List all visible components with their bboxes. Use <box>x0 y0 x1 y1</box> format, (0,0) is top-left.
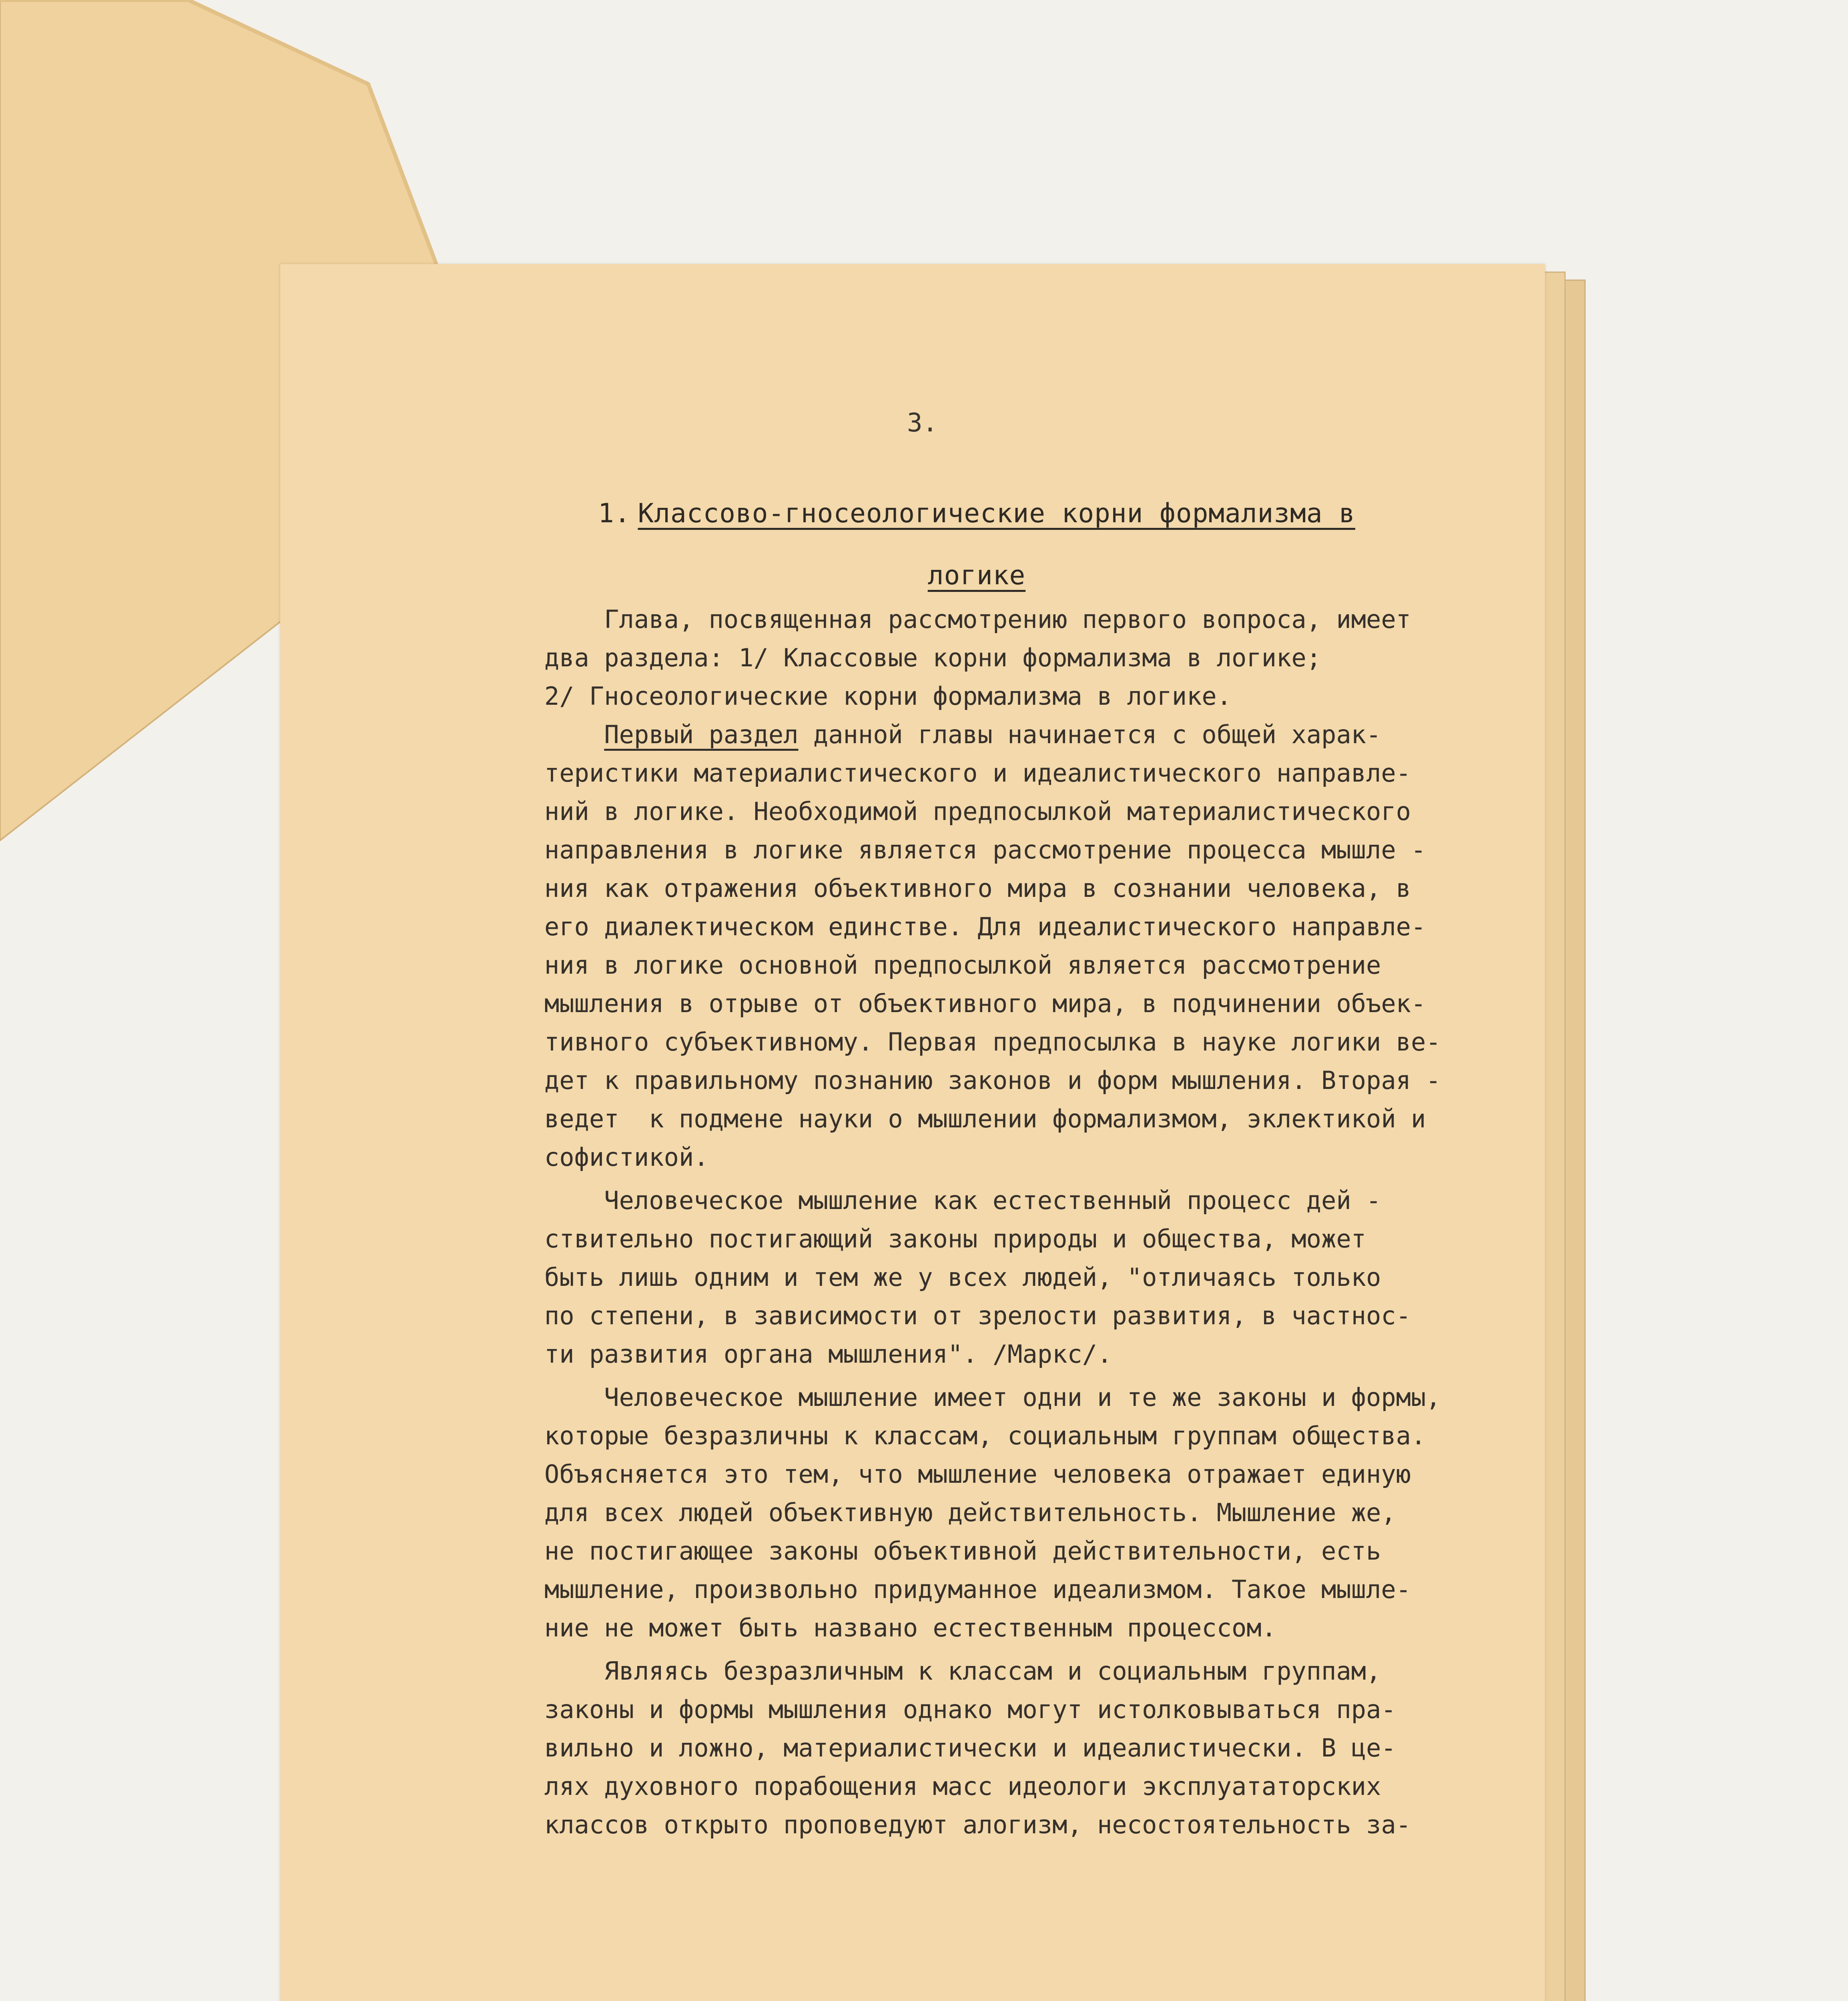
paragraph <box>544 1652 1513 1844</box>
text-line: ний в логике. Необходимой предпосылкой материалистического <box>544 797 1411 826</box>
chapter-number: 1. <box>598 498 631 529</box>
text-line: тивного субъективному. Первая предпосылка в науке логики ве- <box>544 1027 1441 1057</box>
text-line: мышления в отрыве от объективного мира, в подчинении объек- <box>544 989 1426 1018</box>
chapter-heading <box>516 482 1437 606</box>
text-line: Человеческое мышление имеет одни и те же законы и формы, <box>544 1383 1441 1412</box>
text-line: ния в логике основной предпосылкой является рассмотрение <box>544 950 1381 980</box>
text-line: которые безразличны к классам, социальным группам общества. <box>544 1421 1426 1450</box>
underlined-lead: Первый раздел <box>604 720 799 749</box>
text-line: Глава, посвященная рассмотрению первого вопроса, имеет <box>544 605 1411 634</box>
text-line: дет к правильному познанию законов и форм мышления. Вторая - <box>544 1066 1441 1095</box>
text-line: Человеческое мышление как естественный процесс дей - <box>544 1186 1381 1215</box>
text-line: ти развития органа мышления". /Маркс/. <box>544 1339 1112 1369</box>
paragraph <box>544 1378 1513 1647</box>
page-number: 3. <box>907 408 938 438</box>
chapter-title-line-2: логике <box>927 560 1026 591</box>
text-line: 2/ Гносеологические корни формализма в логике. <box>544 682 1232 711</box>
text-line-rest: данной главы начинается с общей харак- <box>798 720 1381 749</box>
text-line: Являясь безразличным к классам и социальным группам, <box>544 1656 1381 1686</box>
text-line: Объясняется это тем, что мышление человека отражает единую <box>544 1460 1411 1489</box>
paragraph <box>544 600 1513 716</box>
paragraph <box>544 1181 1513 1373</box>
text-line: классов открыто проповедуют алогизм, несостоятельность за- <box>544 1810 1411 1839</box>
text-line: законы и формы мышления однако могут истолковываться пра- <box>544 1695 1396 1724</box>
text-line: ведет к подмене науки о мышлении формализмом, эклектикой и <box>544 1104 1426 1133</box>
text-line: лях духовного порабощения масс идеологи эксплуататорских <box>544 1772 1381 1801</box>
text-line: вильно и ложно, материалистически и идеалистически. В це- <box>544 1733 1396 1762</box>
text-line <box>544 716 1513 754</box>
paragraph <box>544 716 1513 1177</box>
text-line: ствительно постигающий законы природы и общества, может <box>544 1224 1366 1253</box>
text-line: его диалектическом единстве. Для идеалистического направле- <box>544 912 1426 941</box>
text-line: теристики материалистического и идеалистического направле- <box>544 758 1411 788</box>
text-line: быть лишь одним и тем же у всех людей, "отличаясь только <box>544 1263 1381 1292</box>
text-line: ние не может быть названо естественным процессом. <box>544 1613 1277 1642</box>
text-line: для всех людей объективную действительность. Мышление же, <box>544 1498 1396 1527</box>
text-line: два раздела: 1/ Классовые корни формализма в логике; <box>544 643 1322 672</box>
text-line: мышление, произвольно придуманное идеализмом. Такое мышле- <box>544 1575 1411 1604</box>
text-line: направления в логике является рассмотрение процесса мышле - <box>544 835 1426 864</box>
text-line: софистикой. <box>544 1143 709 1172</box>
chapter-title-line-1: Классово-гносеологические корни формализма в <box>638 498 1355 529</box>
body-text <box>544 600 1513 1844</box>
text-line: ния как отражения объективного мира в сознании человека, в <box>544 874 1411 903</box>
text-line: по степени, в зависимости от зрелости развития, в частнос- <box>544 1301 1411 1330</box>
text-line: не постигающее законы объективной действительности, есть <box>544 1536 1381 1566</box>
